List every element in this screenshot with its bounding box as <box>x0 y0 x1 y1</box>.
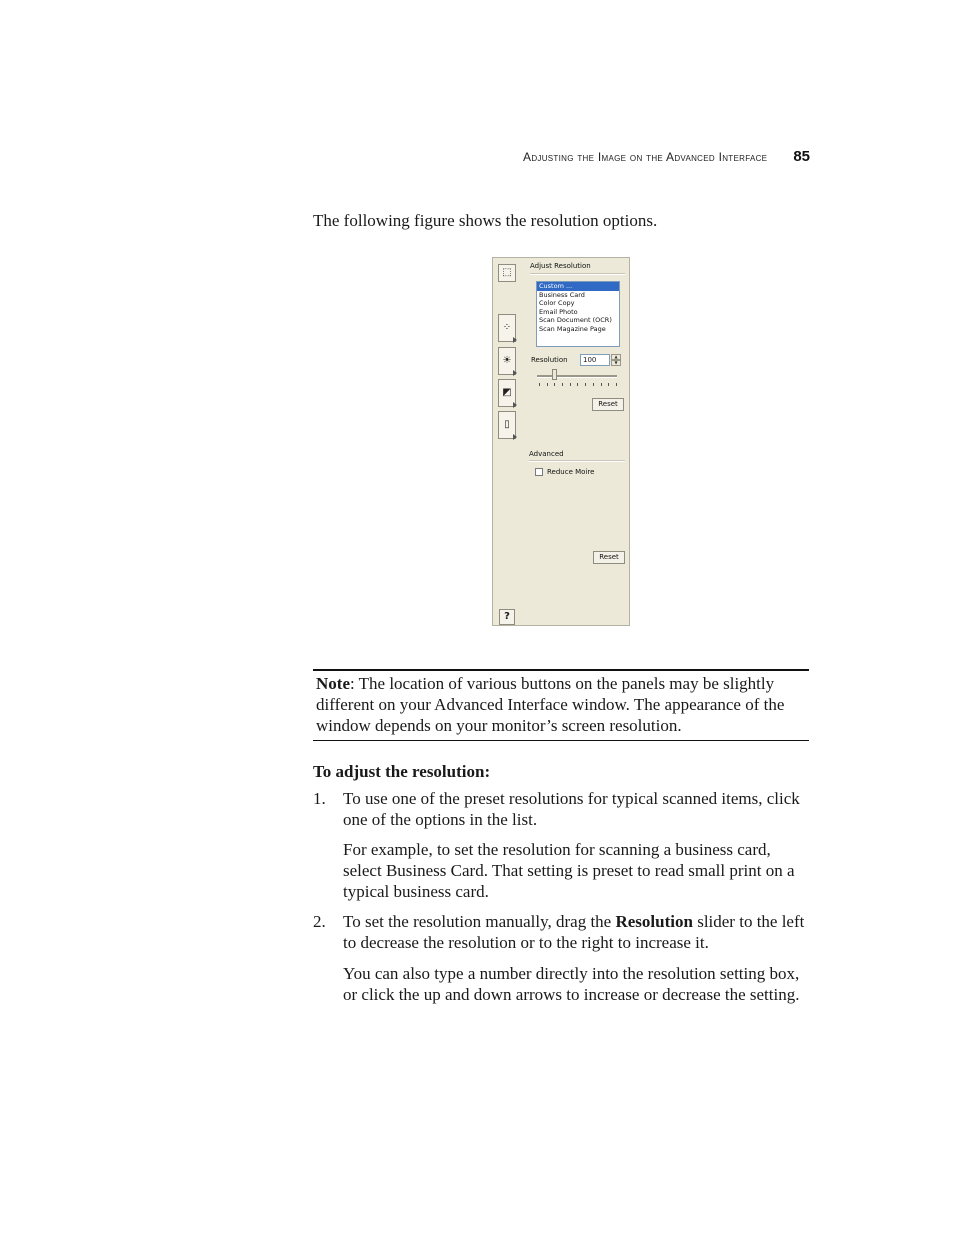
note-label: Note <box>316 674 350 693</box>
preset-option-color-copy[interactable]: Color Copy <box>539 299 575 308</box>
intro-paragraph: The following figure shows the resolution options. <box>313 211 658 230</box>
resolution-label: Resolution <box>531 356 568 364</box>
brightness-icon[interactable]: ☀ <box>498 347 516 375</box>
expand-arrow-icon <box>513 370 517 376</box>
preset-option-scan-magazine[interactable]: Scan Magazine Page <box>539 324 606 333</box>
expand-arrow-icon <box>513 337 517 343</box>
preset-option-scan-document[interactable]: Scan Document (OCR) <box>539 316 612 325</box>
resolution-slider-thumb[interactable] <box>552 369 557 380</box>
step-text-after: slider to the left to decrease the resolution or to the right to increase it. <box>343 912 805 952</box>
preset-list[interactable] <box>536 281 620 347</box>
step-number: 1. <box>313 789 326 808</box>
running-head <box>440 148 810 165</box>
step-1-followup: For example, to set the resolution for scanning a business card, select Business Card. That setting is preset to read small print on a typical business card. <box>343 840 795 901</box>
step-2 <box>313 911 809 953</box>
expand-arrow-icon <box>513 402 517 408</box>
resolution-term: Resolution <box>615 912 693 931</box>
preset-option-email-photo[interactable]: Email Photo <box>539 307 578 316</box>
adjust-resolution-panel <box>492 257 630 626</box>
page-number: 85 <box>793 148 810 165</box>
reset-button[interactable]: Reset <box>592 398 624 411</box>
resolution-spinner[interactable] <box>611 354 621 367</box>
spin-up-icon[interactable]: ▲ <box>611 354 621 360</box>
resolution-dots-icon[interactable]: ⁘ <box>498 314 516 342</box>
expand-arrow-icon <box>513 434 517 440</box>
color-adjust-icon[interactable]: ◩ <box>498 379 516 407</box>
selection-tool-icon[interactable]: ⬚ <box>498 264 516 282</box>
step-text-before: To set the resolution manually, drag the <box>343 912 616 931</box>
resolution-slider-track[interactable] <box>537 375 617 378</box>
reduce-moire-checkbox[interactable] <box>535 468 543 476</box>
step-number: 2. <box>313 912 326 931</box>
preset-option-business-card[interactable]: Business Card <box>539 290 585 299</box>
step-1 <box>313 788 809 830</box>
advanced-label: Advanced <box>529 450 564 458</box>
procedure-heading: To adjust the resolution: <box>313 762 491 781</box>
reset-advanced-button[interactable]: Reset <box>593 551 625 564</box>
spin-down-icon[interactable]: ▼ <box>611 360 621 366</box>
page-size-icon[interactable]: ▯ <box>498 411 516 439</box>
preset-option-custom[interactable]: Custom ... <box>537 282 619 291</box>
running-title: Adjusting the Image on the Advanced Interface <box>523 150 768 164</box>
slider-ticks <box>539 383 617 387</box>
reduce-moire-label: Reduce Moire <box>547 468 595 476</box>
section-divider <box>529 460 625 462</box>
step-text: To use one of the preset resolutions for typical scanned items, click one of the options in the list. <box>343 789 800 829</box>
section-divider <box>530 273 625 275</box>
help-icon[interactable]: ? <box>499 609 515 625</box>
note-text: : The location of various buttons on the panels may be slightly different on your Advanced Interface window. The appearance of the window depends on your monitor’s screen resolution. <box>316 674 785 735</box>
step-2-followup: You can also type a number directly into the resolution setting box, or click the up and down arrows to increase or decrease the setting. <box>343 964 800 1004</box>
resolution-input[interactable]: 100 <box>580 354 610 366</box>
adjust-resolution-label: Adjust Resolution <box>530 262 591 270</box>
note-box <box>313 669 809 741</box>
step-text <box>343 911 809 953</box>
